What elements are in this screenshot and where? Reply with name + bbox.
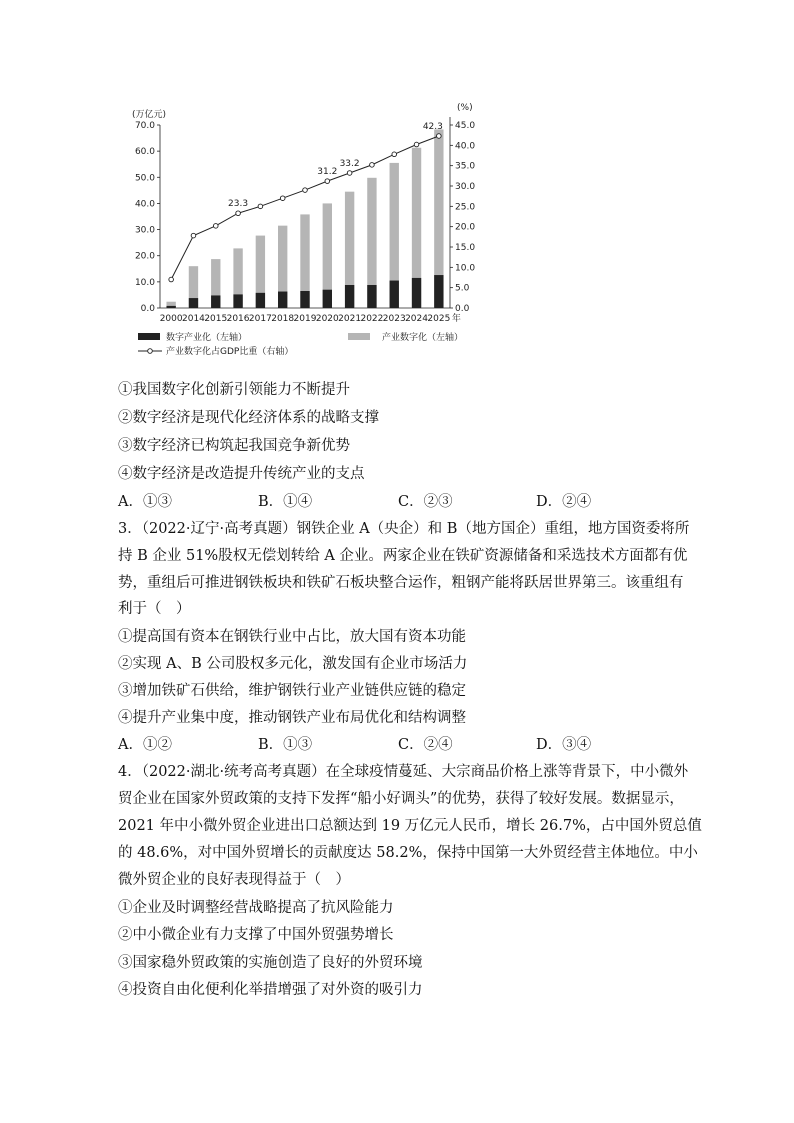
right-tick-label: 45.0 — [455, 121, 476, 131]
q3-stem-line-2: 持 B 企业 51%股权无偿划转给 A 企业。两家企业在铁矿资源储备和采选技术方面都有优 — [118, 548, 688, 564]
line-point — [370, 163, 375, 168]
line-point — [392, 152, 397, 157]
x-tick-label: 2018 — [271, 314, 295, 324]
q3-option-2: ②实现 A、B 公司股权多元化，激发国有企业市场活力 — [118, 656, 468, 672]
left-tick-label: 40.0 — [134, 199, 155, 210]
q3-option-4: ④提升产业集中度，推动钢铁产业布局优化和结构调整 — [118, 710, 466, 726]
line-point — [347, 171, 352, 176]
bar-digital-industrialization — [211, 295, 220, 308]
bar-digital-industrialization — [256, 293, 265, 308]
x-tick-label: 2016 — [226, 314, 250, 324]
left-tick-label: 70.0 — [134, 121, 155, 131]
q2-choices — [118, 492, 698, 512]
x-tick-label: 2017 — [248, 314, 272, 324]
left-tick-label: 50.0 — [134, 173, 155, 184]
bar-digital-industrialization — [390, 281, 399, 308]
legend-label-industry-digitalization: 产业数字化（左轴） — [382, 333, 464, 343]
x-tick-label: 2023 — [382, 314, 406, 324]
x-tick-label: 2019 — [293, 314, 317, 324]
q4-stem-line-2: 贸企业在国家外贸政策的支持下发挥“船小好调头”的优势，获得了较好发展。数据显示， — [118, 791, 684, 807]
bar-digital-industrialization — [345, 285, 354, 308]
left-tick-label: 10.0 — [134, 277, 155, 288]
q3-choice-b[interactable]: B．①③ — [258, 737, 313, 753]
legend-marker-gdp-share — [148, 349, 153, 354]
legend-label-digital-industrialization: 数字产业化（左轴） — [166, 333, 248, 343]
bar-digital-industrialization — [434, 275, 443, 308]
line-point — [325, 179, 330, 184]
bar-digital-industrialization — [323, 290, 332, 308]
q2-choice-b[interactable]: B．①④ — [258, 494, 313, 510]
x-tick-label: 2014 — [182, 314, 205, 324]
right-tick-label: 0.0 — [455, 304, 470, 314]
bar-digital-industrialization — [189, 298, 198, 308]
q3-choices — [118, 735, 698, 755]
q2-option-4: ④数字经济是改造提升传统产业的支点 — [118, 466, 365, 482]
line-point — [414, 142, 419, 147]
q2-choice-a[interactable]: A．①③ — [118, 494, 172, 510]
q4-stem-line-3: 2021 年中小微外贸企业进出口总额达到 19 万亿元人民币，增长 26.7%，占中国外贸总值 — [118, 818, 702, 834]
q4-option-4: ④投资自由化便利化举措增强了对外资的吸引力 — [118, 982, 423, 998]
line-point — [169, 277, 174, 282]
left-tick-label: 0.0 — [140, 304, 155, 314]
right-tick-label: 40.0 — [455, 141, 476, 152]
q2-option-1: ①我国数字化创新引领能力不断提升 — [118, 382, 350, 398]
q3-choice-a[interactable]: A．①② — [118, 737, 172, 753]
bar-digital-industrialization — [166, 306, 175, 308]
x-axis-suffix: 年 — [451, 314, 461, 324]
chart-labels — [228, 122, 443, 209]
q4-option-1: ①企业及时调整经营战略提高了抗风险能力 — [118, 900, 394, 916]
q4-option-3: ③国家稳外贸政策的实施创造了良好的外贸环境 — [118, 955, 423, 971]
data-label: 42.3 — [422, 121, 443, 132]
legend-label-gdp-share: 产业数字化占GDP比重（右轴） — [166, 347, 294, 357]
line-point — [213, 224, 218, 229]
bar-digital-industrialization — [300, 291, 309, 308]
digital-economy-chart — [120, 100, 480, 365]
chart-bars — [166, 129, 443, 308]
x-tick-label: 2000 — [159, 314, 183, 324]
left-axis-unit: (万亿元) — [132, 110, 167, 120]
line-point — [236, 211, 241, 216]
x-tick-label: 2025 — [427, 314, 451, 324]
q3-stem-line-1: 3．（2022·辽宁·高考真题）钢铁企业 A（央企）和 B（地方国企）重组，地方国资委将所 — [118, 521, 690, 537]
right-tick-label: 10.0 — [455, 263, 476, 274]
bar-digital-industrialization — [233, 294, 242, 308]
q3-option-3: ③增加铁矿石供给，维护钢铁行业产业链供应链的稳定 — [118, 683, 466, 699]
right-tick-label: 30.0 — [455, 182, 476, 192]
x-tick-label: 2022 — [360, 314, 384, 324]
line-point — [191, 233, 196, 238]
left-tick-label: 20.0 — [134, 251, 155, 262]
q3-stem-line-3: 势，重组后可推进钢铁板块和铁矿石板块整合运作，粗钢产能将跃居世界第三。该重组有 — [118, 575, 684, 591]
chart-legend — [138, 331, 463, 357]
right-tick-label: 20.0 — [455, 222, 476, 233]
data-label: 23.3 — [228, 199, 249, 210]
q4-option-2: ②中小微企业有力支撑了中国外贸强势增长 — [118, 927, 394, 943]
legend-swatch-industry-digitalization — [348, 333, 370, 340]
data-label: 33.2 — [339, 158, 360, 169]
bar-digital-industrialization — [367, 285, 376, 308]
line-point — [437, 134, 442, 139]
right-tick-label: 15.0 — [455, 243, 476, 253]
line-point — [258, 204, 263, 209]
legend-swatch-digital-industrialization — [138, 333, 160, 340]
right-tick-label: 5.0 — [455, 283, 470, 294]
x-tick-label: 2024 — [405, 314, 428, 324]
right-tick-label: 35.0 — [455, 161, 476, 172]
line-point — [303, 188, 308, 193]
q3-choice-d[interactable]: D．③④ — [536, 737, 592, 753]
q4-stem-line-5: 微外贸企业的良好表现得益于（ ） — [118, 872, 350, 888]
bar-digital-industrialization — [278, 292, 287, 308]
line-point — [280, 196, 285, 201]
q3-stem-line-4: 利于（ ） — [118, 601, 191, 617]
right-axis-unit: (%) — [457, 103, 473, 113]
x-tick-label: 2021 — [338, 314, 362, 324]
right-tick-label: 25.0 — [455, 202, 476, 213]
bar-digital-industrialization — [412, 278, 421, 308]
left-tick-label: 60.0 — [134, 147, 155, 158]
q2-choice-d[interactable]: D．②④ — [536, 494, 592, 510]
q2-choice-c[interactable]: C．②③ — [398, 494, 453, 510]
q4-stem-line-4: 的 48.6%，对中国外贸增长的贡献度达 58.2%，保持中国第一大外贸经营主体地位。中小 — [118, 845, 698, 861]
q3-option-1: ①提高国有资本在钢铁行业中占比，放大国有资本功能 — [118, 629, 466, 645]
q4-stem-line-1: 4．（2022·湖北·统考高考真题）在全球疫情蔓延、大宗商品价格上涨等背景下，中小微外 — [118, 764, 689, 780]
x-tick-label: 2015 — [204, 314, 228, 324]
data-label: 31.2 — [317, 167, 338, 178]
q2-option-2: ②数字经济是现代化经济体系的战略支撑 — [118, 410, 379, 426]
left-tick-label: 30.0 — [134, 225, 155, 236]
x-tick-label: 2020 — [315, 314, 339, 324]
q3-choice-c[interactable]: C．②④ — [398, 737, 453, 753]
q2-option-3: ③数字经济已构筑起我国竞争新优势 — [118, 438, 350, 454]
